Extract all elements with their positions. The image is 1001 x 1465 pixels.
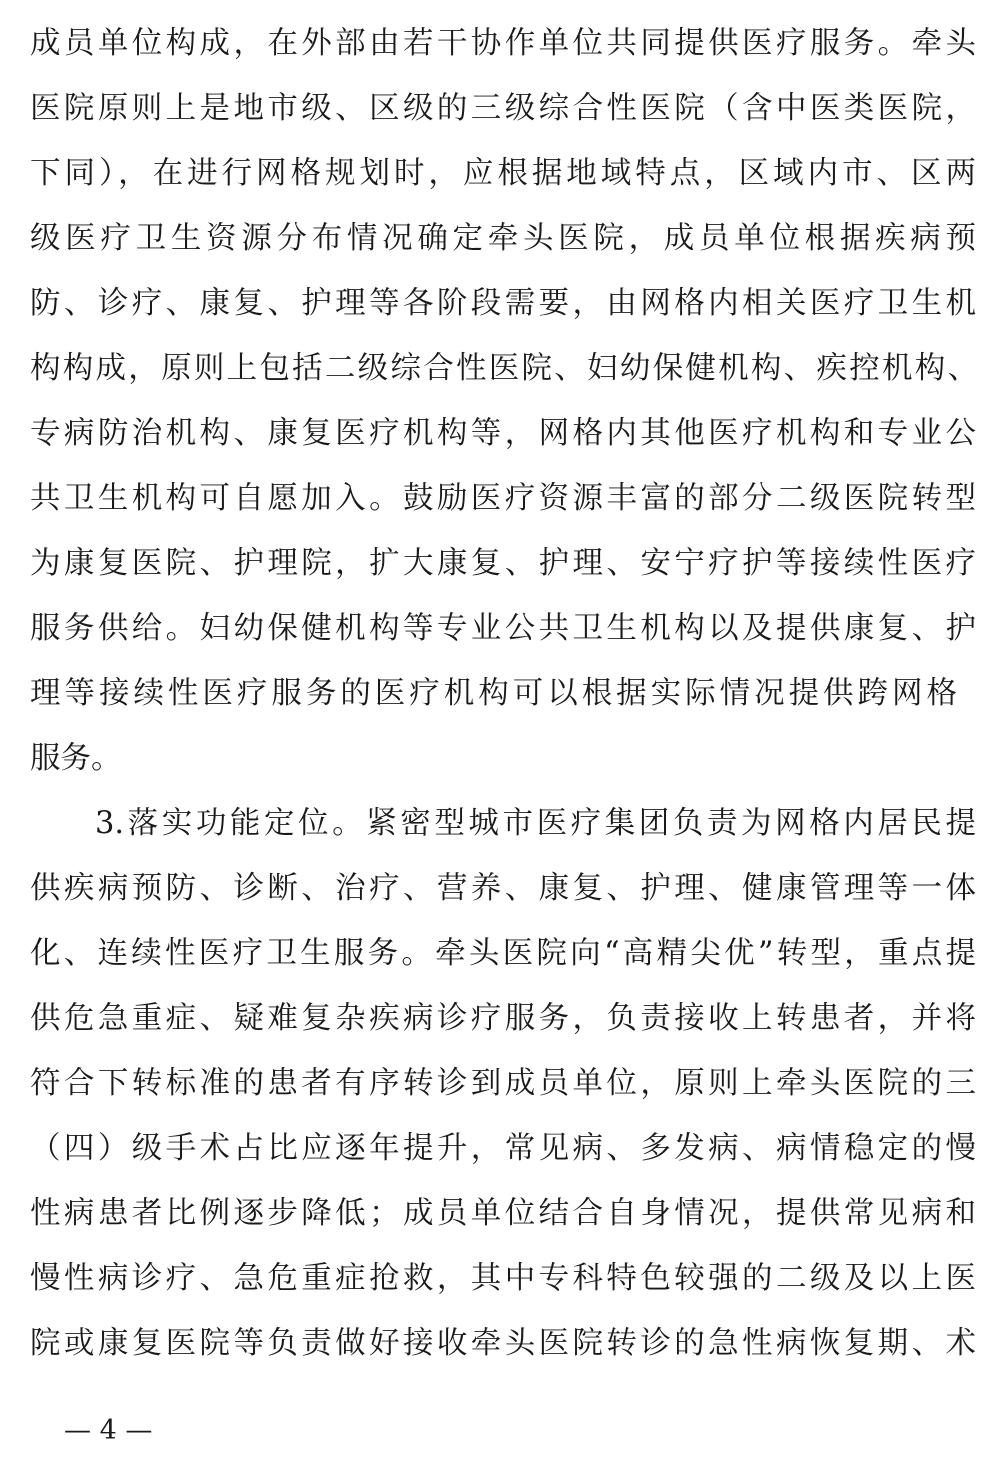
- text-line: [30, 412, 976, 456]
- text-line-content: 共卫生机构可自愿加入。鼓励医疗资源丰富的部分二级医院转型: [30, 481, 976, 516]
- text-line-content: 慢性病诊疗、急危重症抢救，其中专科特色较强的二级及以上医: [30, 1261, 976, 1296]
- text-line-content: （四）级手术占比应逐年提升，常见病、多发病、病情稳定的慢: [30, 1131, 976, 1166]
- text-line: [30, 867, 976, 911]
- text-line: [30, 1192, 976, 1236]
- text-line-content: 成员单位构成，在外部由若干协作单位共同提供医疗服务。牵头: [30, 26, 976, 61]
- text-line-content: 医院原则上是地市级、区级的三级综合性医院（含中医类医院，: [30, 91, 976, 126]
- text-line-content: 为康复医院、护理院，扩大康复、护理、安宁疗护等接续性医疗: [30, 546, 976, 581]
- text-line-content: 3.落实功能定位。紧密型城市医疗集团负责为网格内居民提: [95, 806, 976, 841]
- page-number: — 4 —: [64, 1415, 153, 1446]
- text-line-content: 供疾病预防、诊断、治疗、营养、康复、护理、健康管理等一体: [30, 871, 976, 906]
- text-line: [30, 542, 976, 586]
- text-line-content: 专病防治机构、康复医疗机构等，网格内其他医疗机构和专业公: [30, 416, 976, 451]
- text-line-content: 性病患者比例逐步降低；成员单位结合自身情况，提供常见病和: [30, 1196, 976, 1231]
- text-line: [30, 932, 976, 976]
- text-line-content: 院或康复医院等负责做好接收牵头医院转诊的急性病恢复期、术: [30, 1326, 976, 1361]
- text-line-content: 防、诊疗、康复、护理等各阶段需要，由网格内相关医疗卫生机: [30, 286, 976, 321]
- text-line-content: 服务。: [30, 741, 122, 776]
- text-line: [30, 1062, 976, 1106]
- text-line: [30, 152, 976, 196]
- text-line-content: 符合下转标准的患者有序转诊到成员单位，原则上牵头医院的三: [30, 1066, 976, 1101]
- text-line-content: 级医疗卫生资源分布情况确定牵头医院，成员单位根据疾病预: [30, 221, 976, 256]
- text-line-content: 理等接续性医疗服务的医疗机构可以根据实际情况提供跨网格: [30, 676, 957, 711]
- text-line-content: 供危急重症、疑难复杂疾病诊疗服务，负责接收上转患者，并将: [30, 1001, 976, 1036]
- text-line: [30, 282, 976, 326]
- text-line: [30, 672, 957, 716]
- text-line: [30, 22, 976, 66]
- text-line: [30, 1257, 976, 1301]
- text-line: [30, 737, 976, 781]
- text-line: [30, 997, 976, 1041]
- text-line-content: 化、连续性医疗卫生服务。牵头医院向“高精尖优”转型，重点提: [30, 936, 976, 971]
- text-line-content: 下同），在进行网格规划时，应根据地域特点，区域内市、区两: [30, 156, 976, 191]
- text-line-content: 服务供给。妇幼保健机构等专业公共卫生机构以及提供康复、护: [30, 611, 976, 646]
- text-line: [30, 1322, 976, 1366]
- text-line: [30, 477, 976, 521]
- text-line: [30, 347, 978, 391]
- text-line: [95, 802, 976, 846]
- text-line: [30, 1127, 976, 1171]
- text-line: [30, 607, 976, 651]
- text-line: [30, 87, 976, 131]
- text-line: [30, 217, 976, 261]
- text-line-content: 构构成，原则上包括二级综合性医院、妇幼保健机构、疾控机构、: [30, 351, 978, 386]
